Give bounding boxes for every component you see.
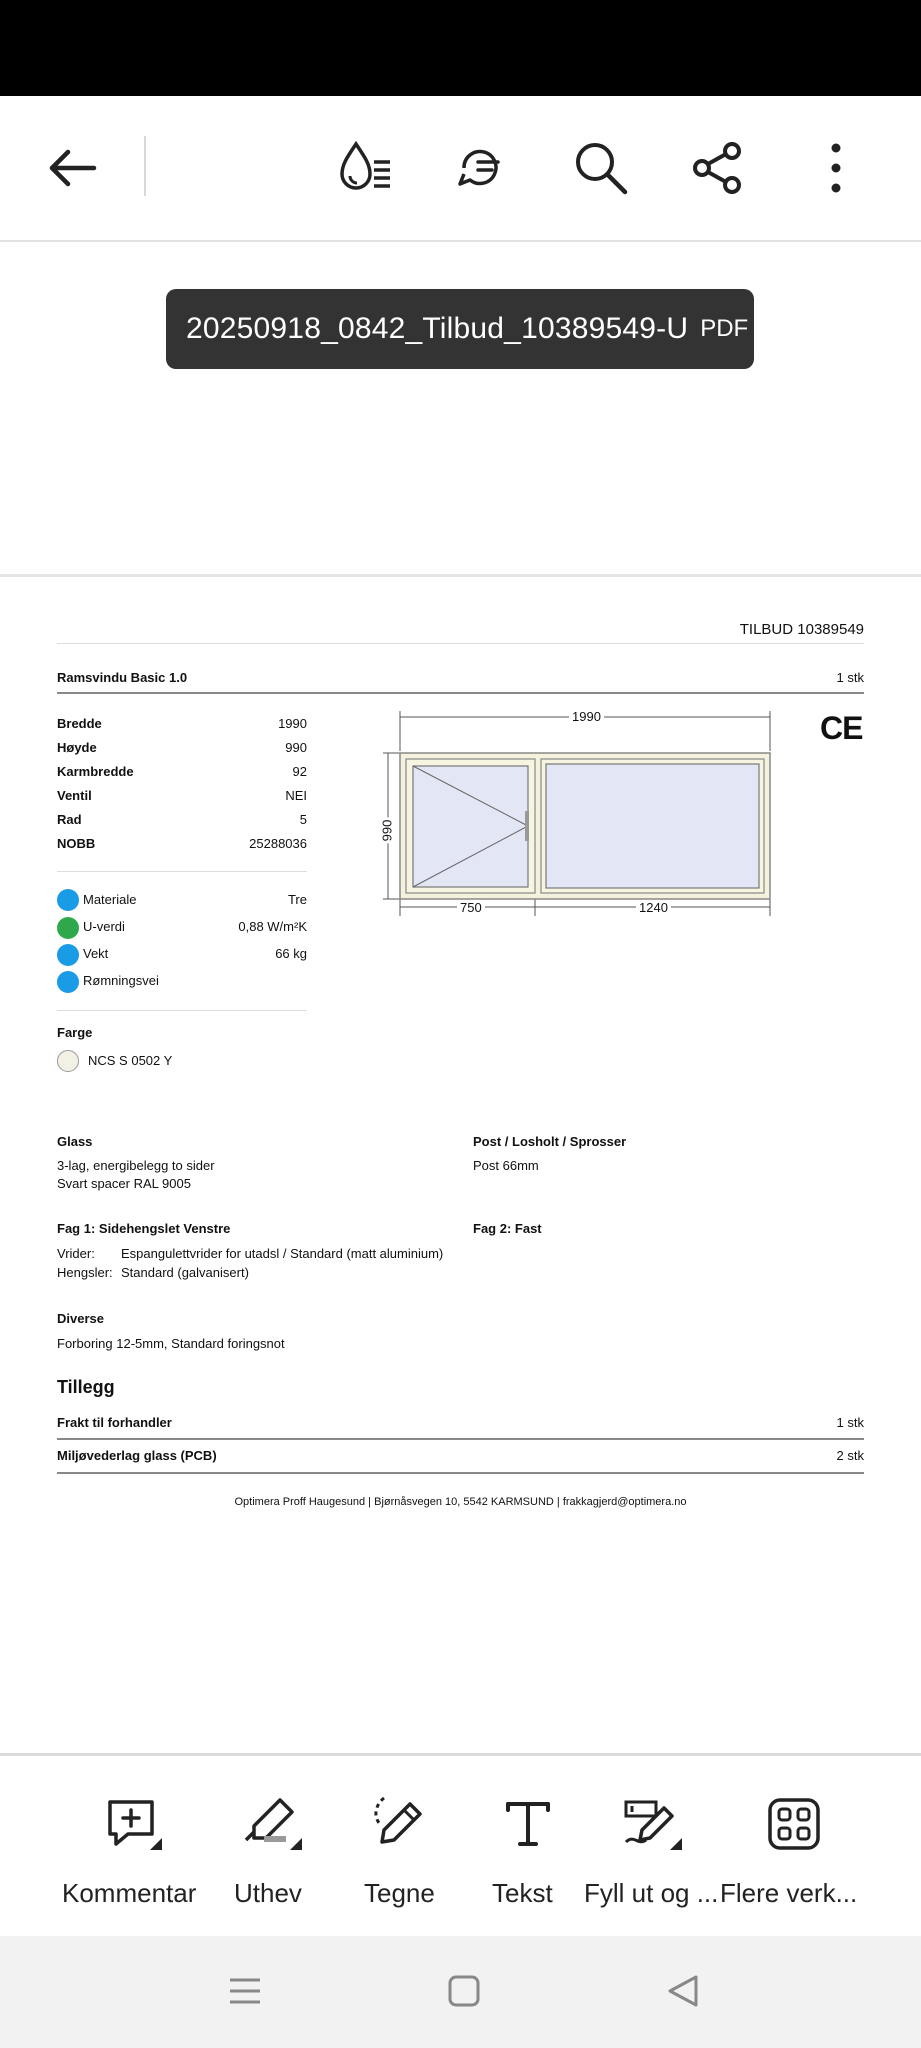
color-title: Farge — [57, 1025, 93, 1040]
props-rule — [57, 1010, 307, 1011]
prop-value: 66 kg — [275, 946, 307, 961]
page-separator — [0, 574, 921, 577]
pdf-page[interactable] — [0, 578, 921, 1753]
file-type: PDF — [700, 315, 749, 342]
tool-comment[interactable] — [50, 1756, 210, 1936]
search-icon[interactable] — [565, 132, 637, 204]
more-vertical-icon[interactable] — [800, 132, 872, 204]
tool-label: Kommentar — [62, 1878, 197, 1908]
color-swatch — [57, 1050, 79, 1072]
bottom-toolbar — [0, 1756, 921, 1936]
prop-value: Tre — [287, 892, 307, 907]
tillegg-rule — [57, 1472, 864, 1474]
spec-value: 990 — [285, 740, 307, 755]
spec-label: NOBB — [57, 836, 96, 851]
tool-label: Uthev — [234, 1878, 302, 1908]
product-qty: 1 stk — [836, 670, 864, 685]
comment-list-icon[interactable] — [446, 132, 518, 204]
header-rule — [57, 643, 864, 644]
fag1-title: Fag 1: Sidehengslet Venstre — [57, 1221, 231, 1236]
top-app-bar — [0, 96, 921, 242]
menu-icon[interactable] — [228, 1974, 262, 2008]
tillegg-item-name: Frakt til forhandler — [57, 1415, 172, 1430]
u-value-icon — [57, 917, 79, 939]
product-name: Ramsvindu Basic 1.0 — [57, 670, 188, 685]
spec-value: 92 — [292, 764, 307, 779]
spec-label: Høyde — [57, 740, 97, 755]
tool-text[interactable] — [482, 1756, 582, 1936]
prop-label: U-verdi — [83, 919, 125, 934]
file-name: 20250918_0842_Tilbud_10389549-U — [186, 312, 689, 345]
spec-label: Rad — [57, 812, 82, 827]
dim-right-label: 1240 — [636, 900, 671, 915]
escape-route-icon — [57, 971, 79, 993]
spec-label: Ventil — [57, 788, 92, 803]
tool-label: Tegne — [364, 1878, 435, 1908]
dim-left-label: 750 — [457, 900, 485, 915]
post-title: Post / Losholt / Sprosser — [473, 1134, 627, 1149]
specs-rule — [57, 871, 307, 872]
tool-more[interactable] — [720, 1756, 870, 1936]
glass-title: Glass — [57, 1134, 93, 1149]
ce-mark: CE — [820, 710, 863, 746]
liquid-mode-icon[interactable] — [330, 132, 402, 204]
fag1-row-label: Hengsler: — [57, 1265, 113, 1280]
dim-width-label: 1990 — [569, 709, 604, 724]
window-drawing — [375, 711, 785, 923]
spec-label: Bredde — [57, 716, 102, 731]
fag1-row-value: Espangulettvrider for utadsl / Standard (matt aluminium) — [121, 1246, 444, 1261]
material-icon — [57, 889, 79, 911]
color-value: NCS S 0502 Y — [88, 1053, 173, 1068]
toolbar-divider — [144, 136, 146, 196]
spec-label: Karmbredde — [57, 764, 134, 779]
glass-line: Svart spacer RAL 9005 — [57, 1176, 191, 1191]
file-name-chip — [166, 289, 754, 369]
text-icon — [498, 1794, 558, 1854]
prop-label: Materiale — [83, 892, 137, 907]
tool-highlight[interactable] — [222, 1756, 342, 1936]
dim-height-label: 990 — [379, 819, 395, 842]
prop-label: Vekt — [83, 946, 109, 961]
comment-add-icon — [102, 1794, 162, 1854]
prop-value: 0,88 W/m²K — [238, 919, 307, 934]
spec-value: NEI — [285, 788, 307, 803]
glass-line: 3-lag, energibelegg to sider — [57, 1158, 215, 1173]
fag2-title: Fag 2: Fast — [473, 1221, 542, 1236]
offer-number: TILBUD 10389549 — [739, 621, 864, 638]
product-rule — [57, 692, 864, 694]
highlighter-icon — [242, 1794, 302, 1854]
tillegg-title: Tillegg — [57, 1377, 115, 1397]
prop-label: Rømningsvei — [83, 973, 159, 988]
share-icon[interactable] — [682, 132, 754, 204]
document-footer: Optimera Proff Haugesund | Bjørnåsvegen 10, 5542 KARMSUND | frakkagjerd@optimera.no — [234, 1496, 687, 1508]
tool-draw[interactable] — [352, 1756, 472, 1936]
spec-value: 25288036 — [249, 836, 307, 851]
tillegg-item-qty: 1 stk — [836, 1415, 864, 1430]
tillegg-item-name: Miljøvederlag glass (PCB) — [57, 1448, 217, 1463]
diverse-title: Diverse — [57, 1311, 104, 1326]
tool-fill-sign[interactable] — [584, 1756, 724, 1936]
home-square-icon[interactable] — [447, 1974, 481, 2008]
system-nav-bar — [0, 1936, 921, 2048]
tool-label: Flere verk... — [720, 1878, 858, 1908]
spec-value: 5 — [299, 812, 307, 827]
more-tools-grid-icon — [764, 1794, 824, 1854]
arrow-left-icon[interactable] — [36, 132, 108, 204]
tillegg-rule — [57, 1438, 864, 1440]
post-line: Post 66mm — [473, 1158, 539, 1173]
weight-icon — [57, 944, 79, 966]
fill-sign-icon — [622, 1794, 682, 1854]
fag1-row-value: Standard (galvanisert) — [121, 1265, 249, 1280]
fag1-row-label: Vrider: — [57, 1246, 95, 1261]
diverse-text: Forboring 12-5mm, Standard foringsnot — [57, 1336, 285, 1351]
tool-label: Tekst — [492, 1878, 553, 1908]
tool-label: Fyll ut og ... — [584, 1878, 719, 1908]
status-bar — [0, 0, 921, 96]
tillegg-item-qty: 2 stk — [836, 1448, 864, 1463]
draw-pen-icon — [370, 1794, 430, 1854]
spec-value: 1990 — [278, 716, 307, 731]
back-triangle-icon[interactable] — [666, 1974, 700, 2008]
